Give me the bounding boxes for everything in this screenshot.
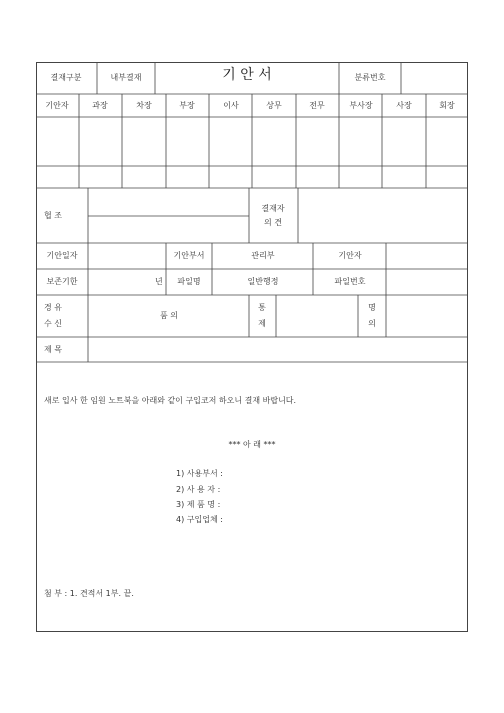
approver-opinion-field[interactable] — [299, 189, 467, 242]
body-intro: 새로 입사 한 임원 노트북을 아래와 같이 구입코저 하오니 결재 바랍니다. — [44, 396, 297, 405]
draft-dept-label: 기안부서 — [173, 251, 205, 260]
approval-col-senior-managing-director: 전무 — [309, 101, 325, 110]
request-type-label: 품 의 — [160, 311, 178, 320]
category-value: 내부결재 — [110, 73, 142, 82]
approval-col-director: 이사 — [223, 101, 239, 110]
subject-label: 제 목 — [44, 345, 62, 354]
approval-col-vice-president: 부사장 — [349, 101, 373, 110]
approval-col-manager: 부장 — [179, 101, 195, 110]
approval-col-chairman: 회장 — [439, 101, 455, 110]
body-item-product: 3) 제 품 명 : — [176, 500, 221, 509]
draft-dept-value: 관리부 — [251, 251, 275, 260]
approval-col-drafter: 기안자 — [45, 101, 69, 110]
retention-year-unit: 년 — [155, 277, 163, 286]
subject-field[interactable] — [89, 338, 467, 361]
control-label-1: 통 — [258, 303, 266, 312]
category-label: 결재구분 — [50, 73, 82, 82]
approval-col-managing-director: 상무 — [266, 101, 282, 110]
via-label: 경 유 — [44, 303, 62, 312]
file-number-label: 파일번호 — [334, 277, 366, 286]
drafter-label: 기안자 — [338, 251, 362, 260]
document-title: 기 안 서 — [222, 67, 272, 83]
draft-date-label: 기안일자 — [46, 251, 78, 260]
title-label-2: 의 — [368, 319, 376, 328]
approver-opinion-label-1: 결재자 — [261, 204, 285, 213]
below-heading: *** 아 래 *** — [228, 440, 276, 449]
approver-opinion-label-2: 의 견 — [264, 218, 282, 227]
approval-col-deputy: 차장 — [136, 101, 152, 110]
attachment-line: 첨 부 : 1. 견적서 1부. 끝. — [44, 589, 134, 598]
file-name-label: 파일명 — [177, 277, 201, 286]
approval-col-section-chief: 과장 — [92, 101, 108, 110]
cooperation-label: 협 조 — [44, 211, 62, 220]
approval-col-president: 사장 — [396, 101, 412, 110]
body-item-vendor: 4) 구입업체 : — [176, 515, 223, 524]
retention-label: 보존기한 — [46, 277, 78, 286]
file-name-value: 일반행정 — [247, 277, 279, 286]
draft-document-form — [36, 62, 468, 632]
class-number-field[interactable] — [402, 63, 467, 93]
control-label-2: 제 — [258, 319, 266, 328]
title-label-1: 명 — [368, 303, 376, 312]
recipient-label: 수 신 — [44, 319, 62, 328]
body-item-department: 1) 사용부서 : — [176, 469, 223, 478]
class-number-label: 분류번호 — [354, 73, 386, 82]
body-item-user: 2) 사 용 자 : — [176, 485, 221, 494]
